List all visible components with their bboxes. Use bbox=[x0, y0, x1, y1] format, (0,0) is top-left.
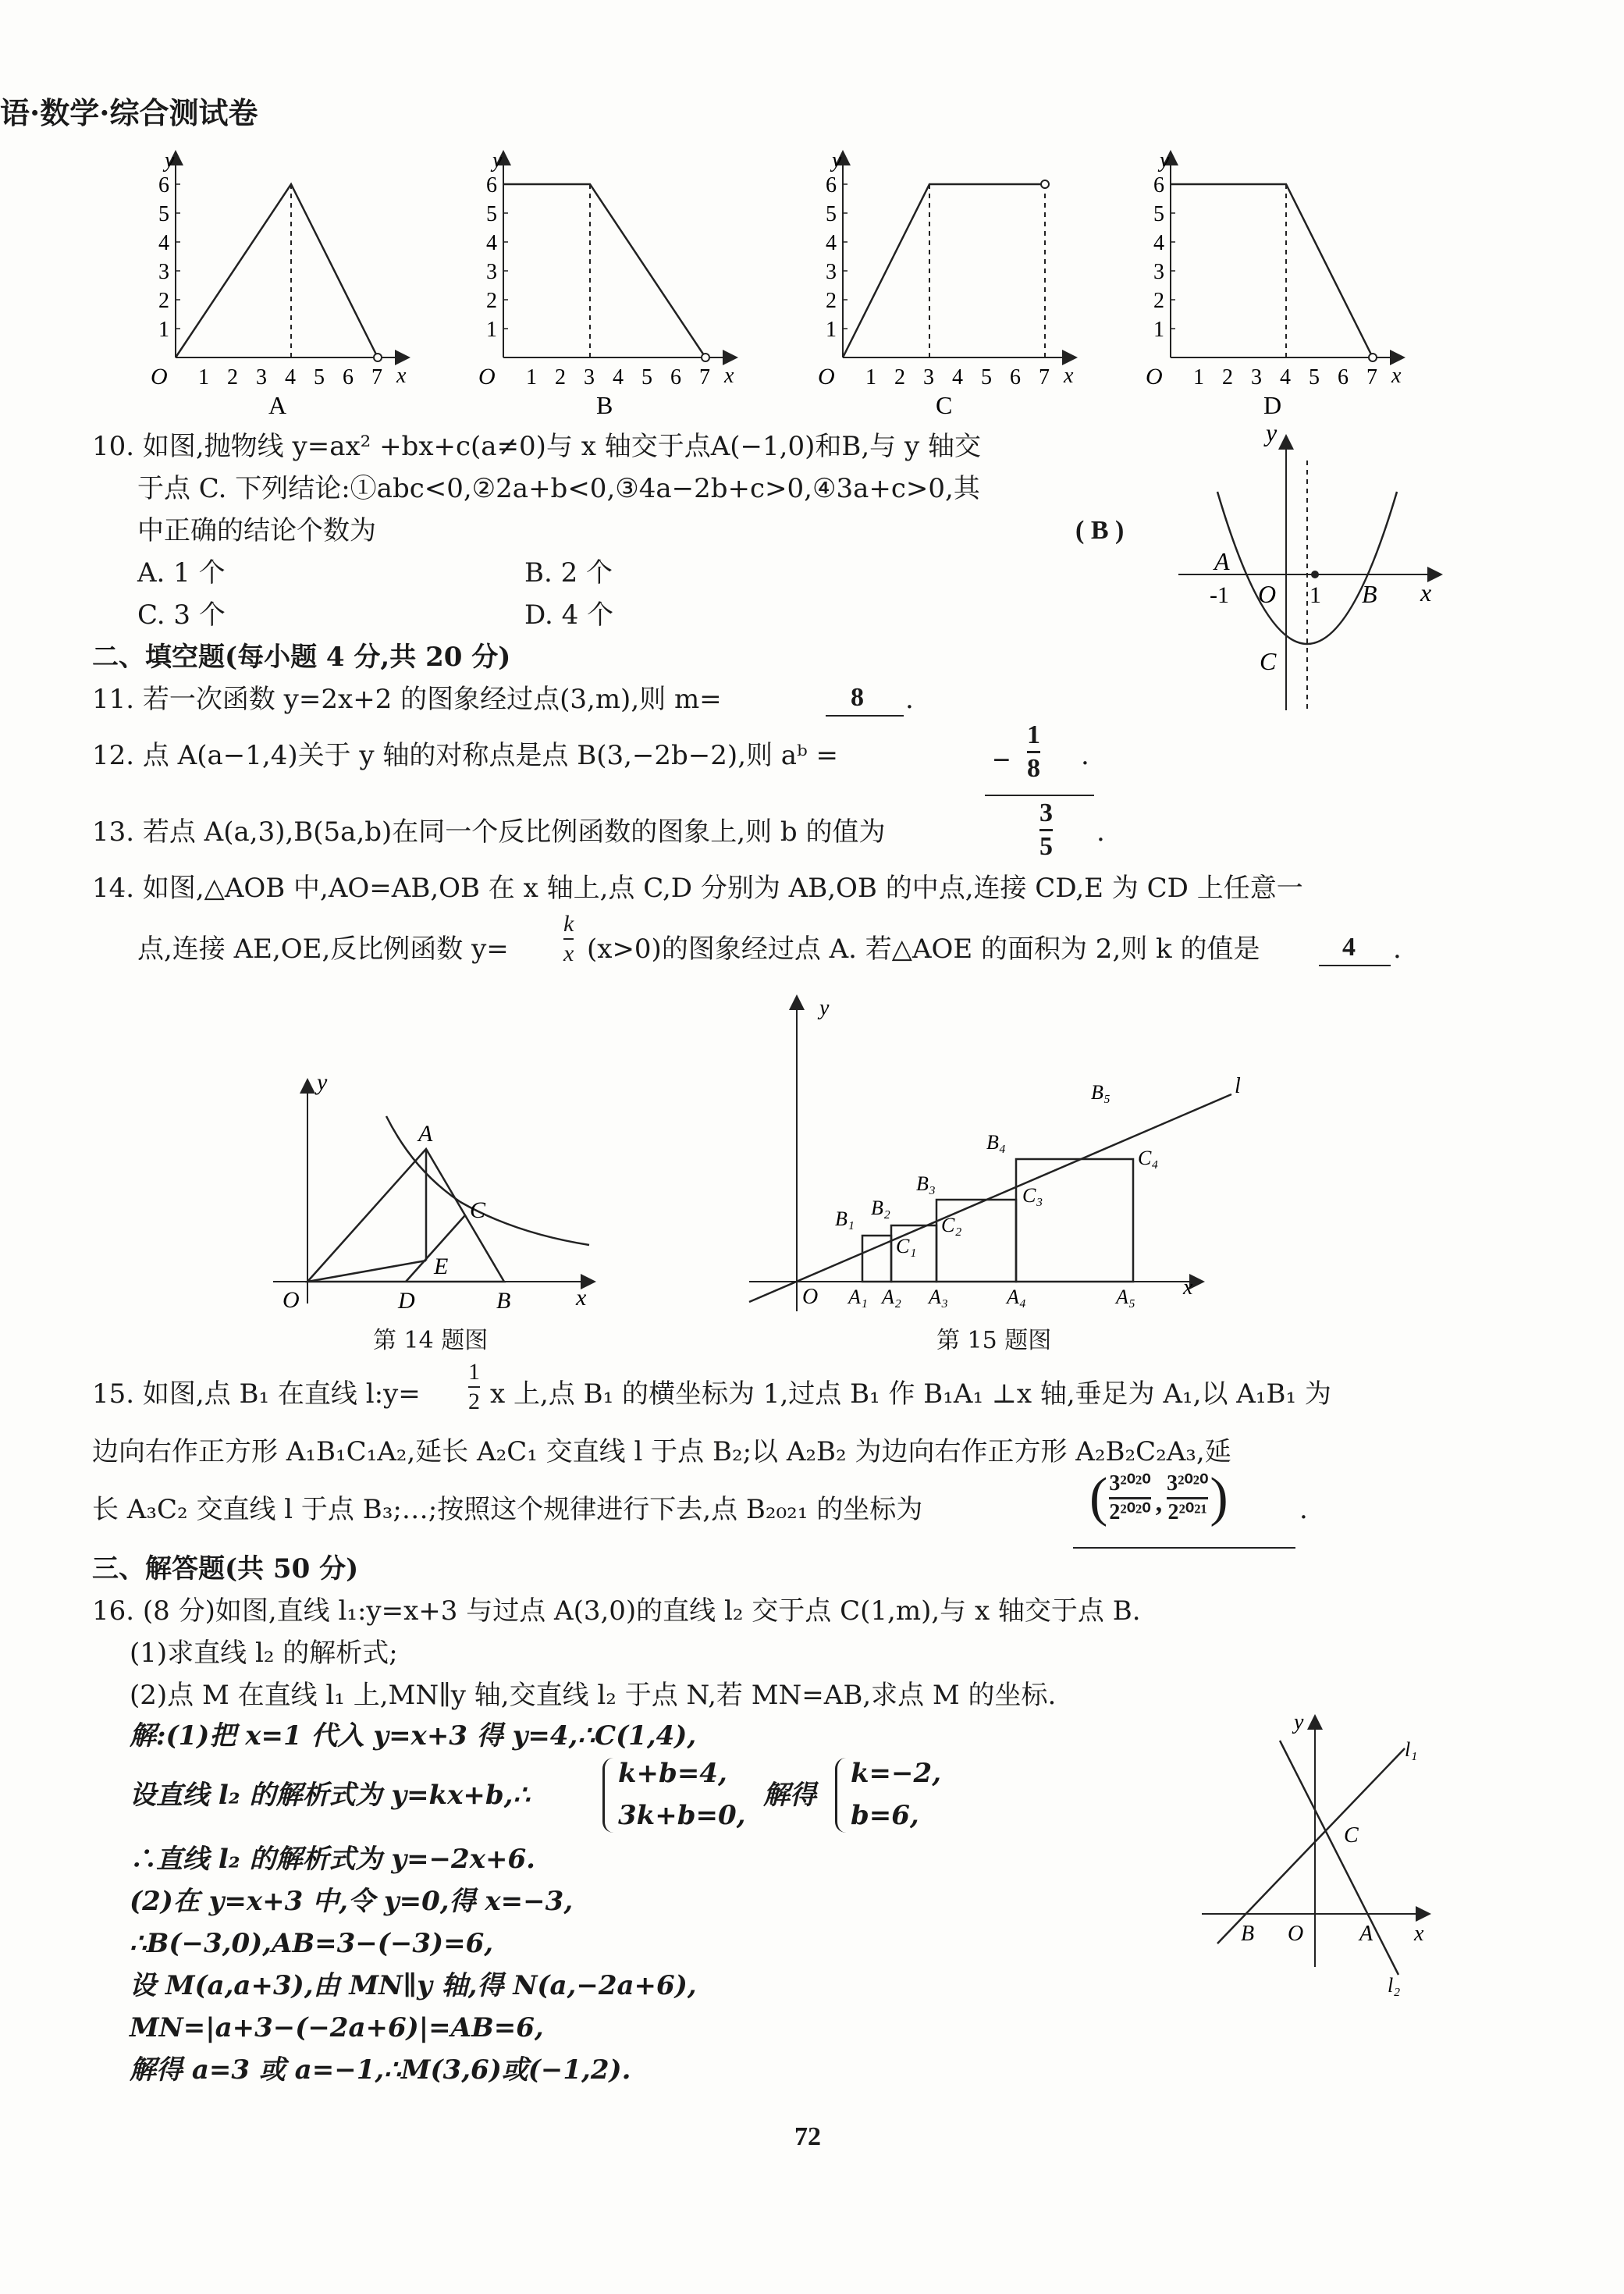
q16-brace1 bbox=[602, 1758, 616, 1833]
q9-x-label: x bbox=[396, 364, 407, 388]
q9-ytick: 2 bbox=[486, 289, 497, 313]
q11-end: . bbox=[905, 684, 914, 715]
fig15-B4: B₄ bbox=[986, 1131, 1006, 1154]
fig15-B1: B₁ bbox=[835, 1207, 855, 1230]
figure-15 bbox=[741, 991, 1256, 1319]
q9-xtick: 7 bbox=[371, 365, 382, 389]
q16-fig-C: C bbox=[1344, 1823, 1359, 1848]
q14-line1: 14. 如图,△AOB 中,AO=AB,OB 在 x 轴上,点 C,D 分别为 AB,OB 的中点,连接 CD,E 为 CD 上任意一 bbox=[92, 873, 1303, 904]
fig14-B: B bbox=[496, 1288, 511, 1314]
q16-fig-O: O bbox=[1288, 1922, 1304, 1946]
q15-hden: 2 bbox=[468, 1388, 480, 1414]
q16-sys1a: k+b=4, bbox=[618, 1758, 727, 1789]
q9-ytick: 1 bbox=[158, 318, 169, 342]
q9-x-label: x bbox=[1064, 364, 1074, 388]
q16-sys1b: 3k+b=0, bbox=[618, 1800, 746, 1831]
q9-xtick: 7 bbox=[699, 365, 710, 389]
q9-y-label: y bbox=[492, 148, 503, 172]
fig14-y: y bbox=[317, 1069, 328, 1095]
q15-line2: 边向右作正方形 A₁B₁C₁A₂,延长 A₂C₁ 交直线 l 于点 B₂;以 A₂B₂ 为边向右作正方形 A₂B₂C₂A₃,延 bbox=[92, 1436, 1231, 1467]
fig15-O: O bbox=[802, 1285, 819, 1309]
q9-xtick: 4 bbox=[613, 365, 624, 389]
q15-end: . bbox=[1299, 1494, 1308, 1525]
q9-ytick: 2 bbox=[158, 289, 169, 313]
q9-origin: O bbox=[151, 364, 168, 389]
q16-sol3: ∴直线 l₂ 的解析式为 y=−2x+6. bbox=[130, 1844, 535, 1875]
q9-option-label: A bbox=[268, 391, 287, 419]
q9-ytick: 3 bbox=[158, 260, 169, 284]
q10-x-label: x bbox=[1420, 578, 1432, 606]
q16-solve: 解得 bbox=[763, 1780, 816, 1811]
q16-fig-y: y bbox=[1294, 1710, 1304, 1734]
q10-y-label: y bbox=[1266, 421, 1278, 446]
q9-xtick: 2 bbox=[555, 365, 566, 389]
q9-graph-line bbox=[843, 184, 1045, 357]
q15-line1b: x 上,点 B₁ 的横坐标为 1,过点 B₁ 作 B₁A₁ ⊥x 轴,垂足为 A₁,以 A₁B₁ 为 bbox=[490, 1378, 1331, 1410]
q16-fig-x: x bbox=[1414, 1922, 1424, 1946]
q10-one-label: 1 bbox=[1310, 582, 1321, 608]
q9-ytick: 6 bbox=[486, 173, 497, 197]
q9-xtick: 5 bbox=[314, 365, 325, 389]
q16-sol1: 解:(1)把 x=1 代入 y=x+3 得 y=4,∴C(1,4), bbox=[130, 1720, 697, 1752]
q12-blank bbox=[985, 795, 1094, 796]
q9-xtick: 3 bbox=[256, 365, 267, 389]
q15-hnum: 1 bbox=[468, 1359, 480, 1385]
q13-num: 3 bbox=[1039, 798, 1053, 827]
q14-fnum: k bbox=[563, 911, 574, 937]
q9-ytick: 3 bbox=[1153, 260, 1164, 284]
q9-option-label: C bbox=[936, 391, 953, 419]
q11-answer: 8 bbox=[851, 683, 864, 712]
q15-blank bbox=[1073, 1547, 1295, 1549]
q12-fraction bbox=[1027, 721, 1040, 782]
q9-ytick: 5 bbox=[486, 202, 497, 226]
q9-graph-a bbox=[151, 148, 407, 419]
q15-answer: ( 3²⁰²⁰ 2²⁰²⁰ , 3²⁰²⁰ 2²⁰²¹ ) bbox=[1089, 1467, 1228, 1528]
fig14-caption: 第 14 题图 bbox=[373, 1327, 489, 1354]
section3-title: 三、解答题(共 50 分) bbox=[92, 1553, 359, 1584]
section2-title: 二、填空题(每小题 4 分,共 20 分) bbox=[92, 642, 511, 673]
q9-ytick: 1 bbox=[1153, 318, 1164, 342]
q16-fig-l2: l₂ bbox=[1388, 1974, 1401, 1997]
fig14-O: O bbox=[283, 1287, 300, 1313]
q10-answer: ( B ) bbox=[1075, 516, 1125, 545]
fig15-x: x bbox=[1183, 1275, 1193, 1300]
q11-text: 11. 若一次函数 y=2x+2 的图象经过点(3,m),则 m= bbox=[92, 684, 722, 715]
page-number: 72 bbox=[794, 2122, 821, 2151]
q16-part2: (2)点 M 在直线 l₁ 上,MN∥y 轴,交直线 l₂ 于点 N,若 MN=AB,求点 M 的坐标. bbox=[130, 1680, 1057, 1711]
q9-graph-d bbox=[1146, 148, 1402, 419]
q9-origin: O bbox=[478, 364, 496, 389]
q9-graph-line bbox=[1171, 184, 1373, 357]
q12-den: 8 bbox=[1027, 753, 1040, 783]
q16-brace2 bbox=[835, 1758, 848, 1833]
q9-graph-line bbox=[176, 184, 378, 357]
q9-ytick: 5 bbox=[1153, 202, 1164, 226]
q9-xtick: 3 bbox=[1251, 365, 1262, 389]
q10-B-label: B bbox=[1362, 580, 1377, 608]
q13-fraction bbox=[1039, 799, 1053, 860]
q9-xtick: 6 bbox=[1010, 365, 1021, 389]
q14-blank bbox=[1319, 965, 1391, 966]
q9-xtick: 6 bbox=[670, 365, 681, 389]
q9-ytick: 1 bbox=[826, 318, 837, 342]
q9-xtick: 1 bbox=[526, 365, 537, 389]
fig15-A1: A₁ bbox=[848, 1286, 868, 1308]
q11-blank bbox=[826, 715, 904, 717]
q10-option-b: B. 2 个 bbox=[524, 557, 613, 589]
fig15-B3: B₃ bbox=[916, 1172, 936, 1195]
q9-xtick: 6 bbox=[1338, 365, 1349, 389]
q9-xtick: 5 bbox=[1309, 365, 1320, 389]
q9-ytick: 6 bbox=[826, 173, 837, 197]
fig15-A4: A₄ bbox=[1007, 1286, 1026, 1308]
q10-option-c: C. 3 个 bbox=[137, 599, 226, 631]
q10-A-label: A bbox=[1214, 547, 1230, 575]
fig15-y: y bbox=[819, 996, 830, 1020]
q9-xtick: 6 bbox=[343, 365, 354, 389]
fig15-A3: A₃ bbox=[929, 1286, 948, 1308]
fig15-B5: B₅ bbox=[1091, 1081, 1111, 1104]
q16-line1: 16. (8 分)如图,直线 l₁:y=x+3 与过点 A(3,0)的直线 l₂ 交于点 C(1,m),与 x 轴交于点 B. bbox=[92, 1595, 1141, 1627]
q14-line2b: (x>0)的图象经过点 A. 若△AOE 的面积为 2,则 k 的值是 bbox=[587, 934, 1260, 965]
q16-sys2b: b=6, bbox=[851, 1800, 919, 1831]
q9-xtick: 1 bbox=[1193, 365, 1204, 389]
q9-ytick: 4 bbox=[826, 231, 837, 255]
q10-O-label: O bbox=[1258, 580, 1277, 608]
q16-sol7: MN=|a+3−(−2a+6)|=AB=6, bbox=[130, 2012, 544, 2043]
q15-half bbox=[468, 1360, 480, 1414]
fig15-A2: A₂ bbox=[882, 1286, 901, 1308]
q9-graphs bbox=[0, 148, 1624, 429]
q15-line1a: 15. 如图,点 B₁ 在直线 l:y= bbox=[92, 1378, 421, 1410]
fig15-C2: C₂ bbox=[941, 1214, 962, 1236]
q13-text: 13. 若点 A(a,3),B(5a,b)在同一个反比例函数的图象上,则 b 的值为 bbox=[92, 816, 886, 848]
q9-xtick: 1 bbox=[865, 365, 876, 389]
q15-ans-d1: 2²⁰²⁰ bbox=[1109, 1499, 1151, 1524]
q10-option-a: A. 1 个 bbox=[137, 557, 226, 589]
q16-sol8: 解得 a=3 或 a=−1,∴M(3,6)或(−1,2). bbox=[130, 2054, 631, 2086]
q9-origin: O bbox=[818, 364, 835, 389]
q9-xtick: 2 bbox=[894, 365, 905, 389]
q16-fig-l1: l₁ bbox=[1405, 1738, 1418, 1761]
fig15-C4: C₄ bbox=[1138, 1147, 1159, 1169]
q9-ytick: 3 bbox=[486, 260, 497, 284]
q9-xtick: 3 bbox=[923, 365, 934, 389]
q14-line2a: 点,连接 AE,OE,反比例函数 y= bbox=[137, 934, 509, 965]
q16-sol4: (2)在 y=x+3 中,令 y=0,得 x=−3, bbox=[130, 1886, 574, 1917]
q9-xtick: 4 bbox=[952, 365, 963, 389]
q9-graph-c bbox=[818, 148, 1075, 419]
q9-y-label: y bbox=[165, 148, 175, 172]
q14-answer: 4 bbox=[1342, 933, 1356, 962]
q9-ytick: 2 bbox=[1153, 289, 1164, 313]
q16-sol5: ∴B(−3,0),AB=3−(−3)=6, bbox=[130, 1928, 494, 1959]
q9-xtick: 4 bbox=[1280, 365, 1291, 389]
fig14-A: A bbox=[418, 1121, 433, 1147]
q9-ytick: 3 bbox=[826, 260, 837, 284]
q13-den: 5 bbox=[1039, 831, 1053, 861]
q14-fraction bbox=[563, 912, 574, 966]
q10-line1: 10. 如图,抛物线 y=ax² +bx+c(a≠0)与 x 轴交于点A(−1,0)和B,与 y 轴交 bbox=[92, 431, 981, 462]
q16-sol6: 设 M(a,a+3),由 MN∥y 轴,得 N(a,−2a+6), bbox=[130, 1970, 697, 2001]
q9-y-label: y bbox=[1160, 148, 1170, 172]
q9-ytick: 5 bbox=[826, 202, 837, 226]
q16-sys2a: k=−2, bbox=[851, 1758, 942, 1789]
q9-xtick: 7 bbox=[1039, 365, 1050, 389]
page-header: 语·数学·综合测试卷 bbox=[0, 95, 258, 130]
q9-xtick: 2 bbox=[227, 365, 238, 389]
q9-ytick: 5 bbox=[158, 202, 169, 226]
q10-line2: 于点 C. 下列结论:①abc<0,②2a+b<0,③4a−2b+c>0,④3a+c>0,其 bbox=[137, 473, 980, 504]
q12-text: 12. 点 A(a−1,4)关于 y 轴的对称点是点 B(3,−2b−2),则 aᵇ = bbox=[92, 740, 838, 771]
q16-sol2a: 设直线 l₂ 的解析式为 y=kx+b,∴ bbox=[130, 1780, 531, 1811]
q12-end: . bbox=[1081, 740, 1089, 771]
fig15-C1: C₁ bbox=[896, 1235, 917, 1257]
q9-graph-b bbox=[478, 148, 735, 419]
fig15-l: l bbox=[1235, 1074, 1241, 1098]
q9-xtick: 1 bbox=[198, 365, 209, 389]
q15-line3: 长 A₃C₂ 交直线 l 于点 B₃;…;按照这个规律进行下去,点 B₂₀₂₁ 的坐标为 bbox=[92, 1494, 923, 1525]
fig14-x: x bbox=[576, 1285, 587, 1311]
q9-origin: O bbox=[1146, 364, 1163, 389]
q15-ans-d2: 2²⁰²¹ bbox=[1167, 1499, 1207, 1524]
q9-graph-line bbox=[503, 184, 705, 357]
q9-y-label: y bbox=[832, 148, 842, 172]
q16-fig-A: A bbox=[1359, 1922, 1373, 1946]
q13-end: . bbox=[1096, 816, 1105, 848]
q9-ytick: 6 bbox=[1153, 173, 1164, 197]
q9-ytick: 4 bbox=[158, 231, 169, 255]
fig14-E: E bbox=[434, 1254, 449, 1279]
q9-option-label: D bbox=[1263, 391, 1282, 419]
q9-xtick: 3 bbox=[584, 365, 595, 389]
fig15-caption: 第 15 题图 bbox=[936, 1327, 1052, 1354]
fig15-B2: B₂ bbox=[871, 1197, 890, 1219]
fig15-A5: A₅ bbox=[1116, 1286, 1135, 1308]
q15-ans-n2: 3²⁰²⁰ bbox=[1167, 1471, 1209, 1496]
fig14-C: C bbox=[470, 1197, 486, 1223]
q9-ytick: 6 bbox=[158, 173, 169, 197]
q9-xtick: 7 bbox=[1366, 365, 1377, 389]
q9-xtick: 5 bbox=[641, 365, 652, 389]
q16-part1: (1)求直线 l₂ 的解析式; bbox=[130, 1638, 398, 1669]
q10-m1-label: -1 bbox=[1210, 582, 1229, 608]
q9-xtick: 4 bbox=[285, 365, 296, 389]
q9-x-label: x bbox=[1391, 364, 1402, 388]
fig15-C3: C₃ bbox=[1022, 1184, 1043, 1207]
fig14-D: D bbox=[398, 1288, 415, 1314]
q10-option-d: D. 4 个 bbox=[524, 599, 614, 631]
q9-xtick: 2 bbox=[1222, 365, 1233, 389]
q10-line3: 中正确的结论个数为 bbox=[137, 515, 376, 546]
q9-ytick: 4 bbox=[1153, 231, 1164, 255]
q12-sign: − bbox=[993, 742, 1011, 777]
q15-ans-n1: 3²⁰²⁰ bbox=[1109, 1471, 1151, 1496]
figure-14 bbox=[258, 1069, 609, 1327]
q9-ytick: 2 bbox=[826, 289, 837, 313]
q16-fig-B: B bbox=[1241, 1922, 1255, 1946]
q9-option-label: B bbox=[596, 391, 613, 419]
q9-ytick: 4 bbox=[486, 231, 497, 255]
q9-ytick: 1 bbox=[486, 318, 497, 342]
q14-fden: x bbox=[563, 940, 574, 966]
q9-x-label: x bbox=[724, 364, 734, 388]
q10-parabola-figure bbox=[1171, 421, 1452, 718]
q14-end: . bbox=[1393, 934, 1402, 965]
q16-figure bbox=[1194, 1709, 1452, 1998]
q10-C-label: C bbox=[1260, 647, 1277, 675]
q12-num: 1 bbox=[1027, 720, 1040, 749]
q9-xtick: 5 bbox=[981, 365, 992, 389]
